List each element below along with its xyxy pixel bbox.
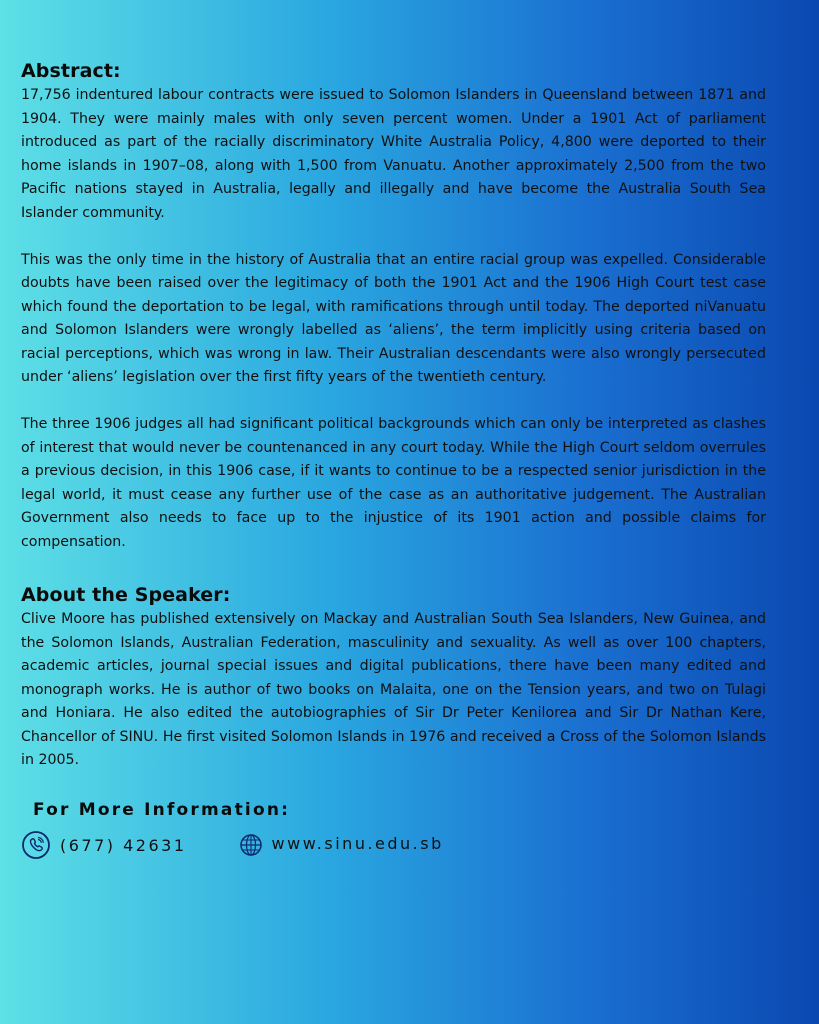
speaker-heading: About the Speaker: bbox=[21, 584, 231, 606]
abstract-paragraph-3: The three 1906 judges all had significant political backgrounds which can only be interpreted as clashes of interest that would never be countenanced in any court today. While the High Court seldom overrules a previous decision, in this 1906 case, if it wants to continue to be a respected senior jurisdiction in the legal world, it must cease any further use of the case as an authoritative judgement. The Australian Government also needs to face up to the injustice of its 1901 action and possible claims for compensation. bbox=[21, 416, 766, 550]
website-contact[interactable] bbox=[239, 833, 444, 857]
speaker-paragraph: Clive Moore has published extensively on Mackay and Australian South Sea Islanders, New Guinea, and the Solomon Islands, Australian Federation, masculinity and sexuality. As well as over 100 chapters, academic articles, journal special issues and digital publications, there have been many edited and monograph works. He is author of two books on Malaita, one on the Tension years, and two on Tulagi and Honiara. He also edited the autobiographies of Sir Dr Peter Kenilorea and Sir Dr Nathan Kere, Chancellor of SINU. He first visited Solomon Islands in 1976 and received a Cross of the Solomon Islands in 2005. bbox=[21, 611, 766, 768]
website-url: www.sinu.edu.sb bbox=[271, 833, 444, 853]
abstract-heading: Abstract: bbox=[21, 60, 121, 82]
abstract-paragraph-1: 17,756 indentured labour contracts were issued to Solomon Islanders in Queensland between 1871 and 1904. They were mainly males with only seven percent women. Under a 1901 Act of parliament introduced as part of the racially discriminatory White Australia Policy, 4,800 were deported to their home islands in 1907–08, along with 1,500 from Vanuatu. Another approximately 2,500 from the two Pacific nations stayed in Australia, legally and illegally and have become the Australia South Sea Islander community. bbox=[21, 87, 766, 221]
abstract-paragraph-2: This was the only time in the history of Australia that an entire racial group was expelled. Considerable doubts have been raised over the legitimacy of both the 1901 Act and the 1906 High Court test case which found the deportation to be legal, with ramifications through until today. The deported niVanuatu and Solomon Islanders were wrongly labelled as ‘aliens’, the term implicitly using criteria based on racial perceptions, which was wrong in law. Their Australian descendants were also wrongly persecuted under ‘aliens’ legislation over the first fifty years of the twentieth century. bbox=[21, 251, 766, 385]
globe-icon bbox=[239, 833, 263, 857]
phone-contact[interactable] bbox=[21, 830, 187, 860]
phone-number: (677) 42631 bbox=[60, 835, 187, 855]
phone-icon bbox=[21, 830, 51, 860]
flyer-body bbox=[21, 58, 766, 773]
contact-row bbox=[21, 830, 444, 860]
more-info-heading: For More Information: bbox=[33, 800, 291, 820]
